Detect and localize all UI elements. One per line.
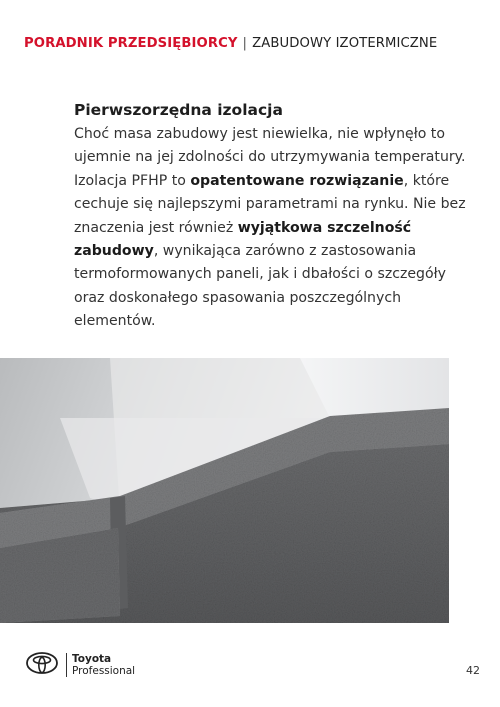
insulation-floor-photo xyxy=(0,358,449,623)
body-text-3: , wynikająca zarówno z zastosowania termoformowanych paneli, jak i dbałości o szczegóły oraz doskonałego spasowania poszczególnych elementów. xyxy=(74,243,446,330)
article-heading: Pierwszorzędna izolacja xyxy=(74,101,283,119)
footer-logo xyxy=(26,652,135,678)
header-topic: ZABUDOWY IZOTERMICZNE xyxy=(252,36,438,51)
body-text-1: Choć masa zabudowy jest niewielka, nie wpłynęło to ujemnie na jej zdolności do utrzymywania temperatury. Izolacja PFHP to xyxy=(74,126,466,189)
page-number: 42 xyxy=(466,664,480,677)
footer-brand-text xyxy=(66,653,135,677)
article-section xyxy=(74,101,474,334)
footer-brand-line2: Professional xyxy=(72,665,136,677)
header-separator: | xyxy=(242,36,248,51)
header-brand: PORADNIK PRZEDSIĘBIORCY xyxy=(24,36,238,51)
body-bold-1: opatentowane rozwiązanie xyxy=(190,172,404,189)
footer-brand-line1: Toyota xyxy=(72,653,112,665)
article-body xyxy=(74,123,474,334)
body-text-2: , które cechuje się najlepszymi parametrami na rynku. Nie bez znaczenia jest również xyxy=(74,172,466,236)
body-bold-2: wyjątkowa szczelność zabudowy xyxy=(74,219,412,260)
page-header xyxy=(24,36,437,51)
toyota-emblem-icon xyxy=(26,652,58,678)
